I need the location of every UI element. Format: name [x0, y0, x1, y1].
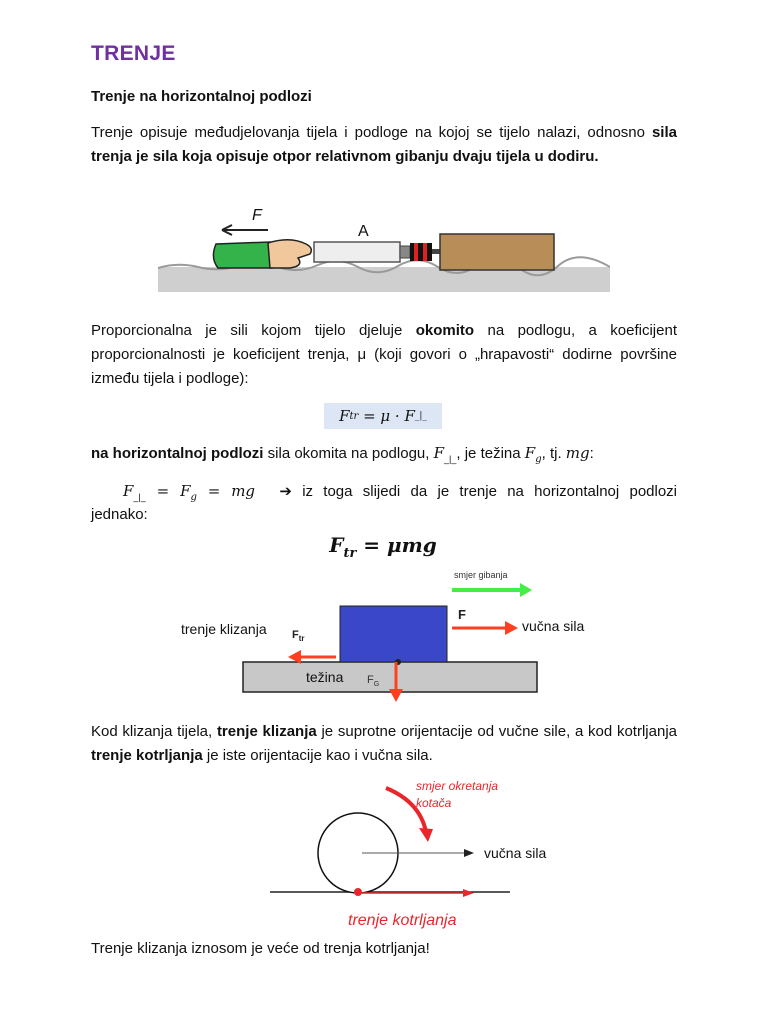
rotation-label-line-1: smjer okretanja: [416, 779, 499, 793]
hook: [432, 249, 440, 254]
hand-icon: [268, 240, 311, 268]
contact-point: [354, 888, 362, 896]
friction-label: trenje klizanja: [181, 621, 267, 637]
direction-label: smjer gibanja: [454, 570, 508, 580]
sleeve-arm: [213, 242, 272, 268]
direction-arrow-head-icon: [520, 583, 532, 597]
weight-arrow-head-icon: [389, 689, 403, 702]
section-subtitle: Trenje na horizontalnoj podlozi: [91, 88, 312, 105]
pull-force-arrow-head-icon: [505, 621, 518, 635]
force-label-f: F: [458, 607, 466, 622]
figure-hand-pulling-box: [158, 196, 610, 292]
rolling-friction-label: trenje kotrljanja: [348, 912, 457, 929]
rotation-arrow-head-icon: [419, 828, 433, 842]
spring-scale-band: [410, 243, 432, 261]
intro-text: Trenje opisuje međudjelovanja tijela i podloge na kojoj se tijelo nalazi, odnosno: [91, 124, 645, 141]
weight-equation-line: $F_{\_|\_} = F_g$ = mg ➔ iz toga slijedi da je trenje na horizontalnoj podlozi: [123, 482, 678, 503]
fg-label: $F_G$: [367, 674, 380, 688]
wooden-box: [440, 234, 554, 270]
page-title: TRENJE: [91, 42, 176, 65]
conclusion-paragraph: Trenje klizanja iznosom je veće od trenja kotrljanja!: [91, 940, 430, 957]
pull-force-label: vučna sila: [484, 845, 547, 861]
pull-arrow-head-icon: [464, 849, 474, 857]
body-label-a: A: [358, 223, 369, 240]
horizontal-surface-paragraph: na horizontalnoj podlozi sila okomita na podlogu, $F_{\_|\_}$, je težina $F_g$, tj. mg:: [91, 444, 594, 465]
sliding-rolling-paragraph: Kod klizanja tijela, trenje klizanja je suprotne orijentacije od vučne sile, a kod kotrljanja trenje kotrljanja je iste orijentacije kao i vučna sila.: [91, 723, 677, 764]
intro-bold-definition: sila trenja je sila koja opisuje otpor relativnom gibanju dvaju tijela u dodiru.: [91, 124, 677, 165]
rotation-label-line-2: kotača: [416, 796, 452, 810]
pull-force-label: vučna sila: [522, 618, 585, 634]
sliding-block: [340, 606, 447, 662]
proportionality-paragraph: Proporcionalna je sili kojom tijelo djeluje okomito na podlogu, a koeficijent proporcionalnosti je koeficijent trenja, μ (koji govori o „hrapavosti“ dodirne površine između tijela i podloge):: [91, 322, 677, 387]
weight-equation-continuation: jednako:: [91, 506, 148, 523]
ground-surface: [243, 662, 537, 692]
intro-paragraph: [91, 121, 677, 169]
friction-formula-main: $F_{tr} = \mu mg$: [329, 533, 437, 561]
figure-sliding-friction: [160, 562, 600, 710]
weight-label: težina: [306, 669, 344, 685]
spring-scale-body: [314, 242, 400, 262]
rotation-arrow-icon: [386, 788, 426, 832]
figure-rolling-friction: [270, 772, 570, 932]
arrow-right-icon: ➔: [279, 482, 292, 500]
ftr-label: $F_{tr}$: [292, 629, 305, 643]
force-label-f: F: [252, 207, 262, 224]
spring-scale-mark-2: [423, 243, 427, 261]
friction-formula: F tr = μ · F _|_: [324, 403, 442, 429]
spring-scale-mark-1: [414, 243, 418, 261]
spring-scale-rod: [400, 246, 410, 258]
rolling-friction-arrow-head-icon: [463, 889, 474, 897]
